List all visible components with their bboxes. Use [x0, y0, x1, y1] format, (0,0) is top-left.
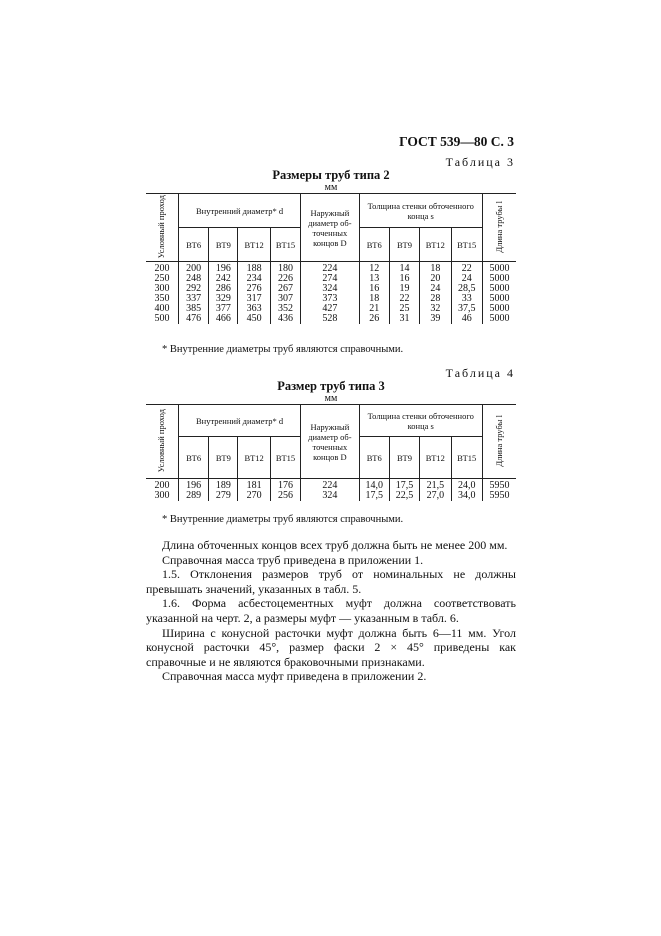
table-cell: 16 [389, 274, 419, 284]
paragraph: Длина обточенных концов всех труб должна быть не менее 200 мм. [162, 538, 508, 552]
subcol-bt9: ВТ9 [389, 228, 419, 262]
table4-unit: мм [324, 393, 338, 404]
table-cell: 188 [238, 262, 270, 275]
table-cell: 200 [178, 262, 208, 275]
table-cell: 324 [301, 491, 359, 501]
col-outer-diameter-header: Наружный диаметр об-точенных концов D [301, 405, 359, 479]
table-cell: 5950 [482, 491, 516, 501]
table-cell: 17,5 [359, 491, 389, 501]
table-cell: 14 [389, 262, 419, 275]
table-cell: 234 [238, 274, 270, 284]
table-cell: 31 [389, 314, 419, 324]
table-cell: 22,5 [389, 491, 419, 501]
table-cell: 22 [389, 294, 419, 304]
table-cell: 17,5 [389, 479, 419, 492]
table-cell: 317 [238, 294, 270, 304]
table-cell: 337 [178, 294, 208, 304]
table-cell: 5000 [482, 274, 516, 284]
table-cell: 385 [178, 304, 208, 314]
table-cell: 25 [389, 304, 419, 314]
subcol-bt6: ВТ6 [359, 228, 389, 262]
table-cell: 279 [209, 491, 238, 501]
table-cell: 274 [301, 274, 359, 284]
col-inner-diameter-header: Внутренний диаметр* d [178, 405, 300, 437]
table-cell: 189 [209, 479, 238, 492]
table-cell: 27,0 [420, 491, 451, 501]
table-cell: 400 [154, 303, 170, 314]
table-cell: 5950 [482, 479, 516, 492]
paragraph: Справочная масса муфт приведена в приложении 2. [162, 669, 427, 684]
table-cell: 466 [209, 314, 238, 324]
subcol-bt15: ВТ15 [451, 437, 482, 479]
subcol-bt12: ВТ12 [420, 228, 451, 262]
table-cell: 180 [270, 262, 300, 275]
table-cell: 242 [209, 274, 238, 284]
subcol-bt12: ВТ12 [238, 437, 270, 479]
table-cell: 181 [238, 479, 270, 492]
col-wall-thickness-header: Толщина стенки обточенного конца s [359, 194, 482, 228]
table-cell: 28 [420, 294, 451, 304]
table-cell: 324 [301, 284, 359, 294]
table-cell: 28,5 [451, 284, 482, 294]
table4-label: Таблица 4 [445, 366, 515, 380]
subcol-bt6: ВТ6 [178, 228, 208, 262]
table-cell: 5000 [482, 294, 516, 304]
subcol-bt6: ВТ6 [359, 437, 389, 479]
table-cell: 500 [154, 313, 170, 324]
table-cell: 300 [154, 490, 170, 501]
table-cell: 22 [451, 262, 482, 275]
table-cell: 176 [270, 479, 300, 492]
table-cell: 224 [301, 479, 359, 492]
table-cell: 34,0 [451, 491, 482, 501]
table-cell: 21,5 [420, 479, 451, 492]
col-outer-diameter-header: Наружный диаметр об-точенных концов D [301, 194, 359, 262]
table-cell: 39 [420, 314, 451, 324]
table-cell: 352 [270, 304, 300, 314]
subcol-bt15: ВТ15 [270, 437, 300, 479]
subcol-bt9: ВТ9 [389, 437, 419, 479]
subcol-bt6: ВТ6 [178, 437, 208, 479]
table-cell: 256 [270, 491, 300, 501]
table-cell: 450 [238, 314, 270, 324]
subcol-bt15: ВТ15 [270, 228, 300, 262]
table-cell: 476 [178, 314, 208, 324]
table-cell: 373 [301, 294, 359, 304]
col-nominal-header: Условный проход [146, 194, 178, 262]
table-cell: 37,5 [451, 304, 482, 314]
table3-footnote: * Внутренние диаметры труб являются справочными. [162, 344, 404, 355]
table-cell: 286 [209, 284, 238, 294]
table-cell: 16 [359, 284, 389, 294]
table-cell: 200 [154, 263, 170, 274]
table-cell: 292 [178, 284, 208, 294]
table-cell: 528 [301, 314, 359, 324]
paragraph: 1.6. Форма асбестоцементных муфт должна соответствовать указанной на черт. 2, а размеры муфт — указанным в табл. 6. [146, 596, 516, 625]
subcol-bt15: ВТ15 [451, 228, 482, 262]
table-row [146, 314, 516, 324]
table-cell: 46 [451, 314, 482, 324]
table-cell: 224 [301, 262, 359, 275]
table-cell: 14,0 [359, 479, 389, 492]
table3-title: Размеры труб типа 2 [272, 168, 390, 182]
paragraph: Справочная масса труб приведена в приложении 1. [162, 552, 424, 567]
table-cell: 363 [238, 304, 270, 314]
table-cell: 18 [359, 294, 389, 304]
col-inner-diameter-header: Внутренний диаметр* d [178, 194, 300, 228]
table4-body [146, 479, 516, 502]
table-cell: 32 [420, 304, 451, 314]
table-cell: 19 [389, 284, 419, 294]
table-row [146, 491, 516, 501]
subcol-bt12: ВТ12 [420, 437, 451, 479]
table-cell: 5000 [482, 304, 516, 314]
table-cell: 18 [420, 262, 451, 275]
paragraph: 1.5. Отклонения размеров труб от номинальных не должны превышать значений, указанных в табл. 5. [146, 567, 516, 596]
paragraph: Ширина с конусной расточки муфт должна быть 6—11 мм. Угол конусной расточки 45°, размер фаски 2 × 45° приведены как справочные и не являются браковочными признаками. [146, 625, 516, 669]
table-cell: 5000 [482, 314, 516, 324]
subcol-bt9: ВТ9 [209, 228, 238, 262]
subcol-bt9: ВТ9 [209, 437, 238, 479]
table3 [146, 193, 516, 324]
table3-body [146, 262, 516, 325]
table3-unit: мм [324, 182, 338, 193]
table-cell: 24 [451, 274, 482, 284]
col-wall-thickness-header: Толщина стенки обточенного конца s [359, 405, 482, 437]
col-length-header: Длина трубы l [482, 405, 516, 479]
body-text [146, 538, 516, 684]
table4-footnote: * Внутренние диаметры труб являются справочными. [162, 514, 404, 525]
table-cell: 33 [451, 294, 482, 304]
table-cell: 248 [178, 274, 208, 284]
subcol-bt12: ВТ12 [238, 228, 270, 262]
table-cell: 267 [270, 284, 300, 294]
table-cell: 276 [238, 284, 270, 294]
table-cell: 200 [154, 480, 170, 491]
table-cell: 196 [178, 479, 208, 492]
page-header: ГОСТ 539—80 С. 3 [399, 134, 514, 149]
table-cell: 5000 [482, 284, 516, 294]
table-cell: 250 [154, 273, 170, 284]
table-cell: 5000 [482, 262, 516, 275]
table-cell: 377 [209, 304, 238, 314]
table3-label: Таблица 3 [445, 155, 515, 169]
table-cell: 289 [178, 491, 208, 501]
table4 [146, 404, 516, 501]
table-cell: 427 [301, 304, 359, 314]
table4-title: Размер труб типа 3 [277, 379, 385, 393]
table-cell: 21 [359, 304, 389, 314]
table-cell: 24,0 [451, 479, 482, 492]
table-cell: 24 [420, 284, 451, 294]
table-cell: 329 [209, 294, 238, 304]
table-cell: 270 [238, 491, 270, 501]
table-cell: 436 [270, 314, 300, 324]
table-cell: 13 [359, 274, 389, 284]
table-cell: 226 [270, 274, 300, 284]
table-cell: 26 [359, 314, 389, 324]
col-nominal-header: Условный проход [146, 405, 178, 479]
table-cell: 196 [209, 262, 238, 275]
table-cell: 307 [270, 294, 300, 304]
table-cell: 350 [154, 293, 170, 304]
table-cell: 20 [420, 274, 451, 284]
table-cell: 300 [154, 283, 170, 294]
col-length-header: Длина трубы l [482, 194, 516, 262]
table-cell: 12 [359, 262, 389, 275]
